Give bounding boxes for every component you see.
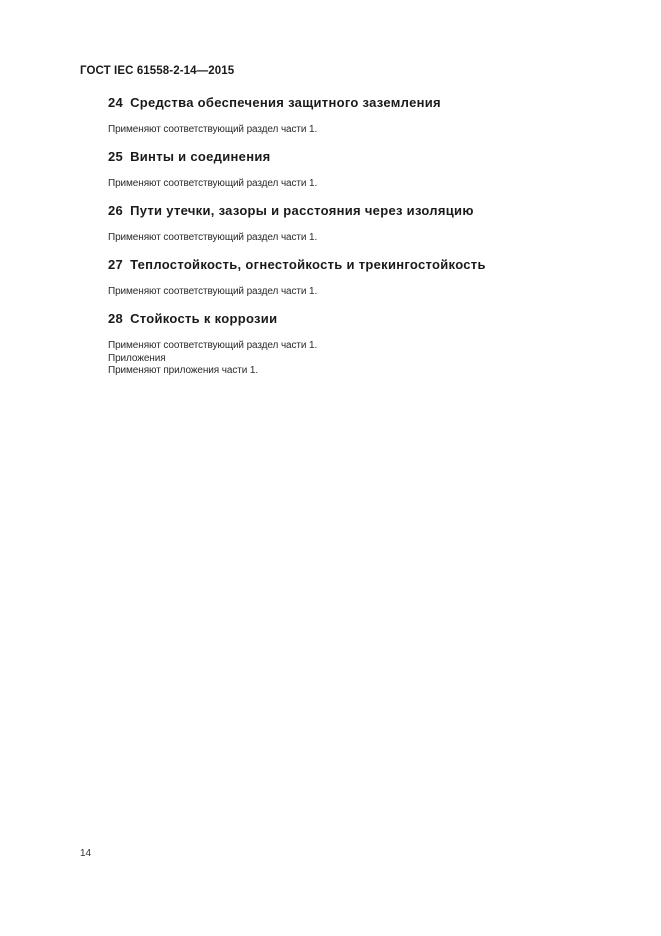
- section-24: [108, 95, 441, 137]
- section-number: 25: [108, 149, 124, 164]
- section-heading: [108, 95, 441, 110]
- section-title: Стойкость к коррозии: [130, 311, 278, 326]
- section-26: [108, 203, 474, 245]
- section-heading: [108, 311, 317, 326]
- section-text: Применяют соответствующий раздел части 1.: [108, 124, 318, 135]
- section-28: [108, 311, 317, 378]
- section-heading: [108, 257, 486, 272]
- section-title: Пути утечки, зазоры и расстояния через изоляцию: [130, 203, 474, 218]
- document-header: ГОСТ IEC 61558-2-14—2015: [80, 65, 235, 77]
- section-27: [108, 257, 486, 299]
- section-text: Применяют соответствующий раздел части 1.: [108, 286, 318, 297]
- section-heading: [108, 149, 317, 164]
- section-text: Применяют соответствующий раздел части 1.: [108, 178, 318, 189]
- annex-text: Применяют приложения части 1.: [108, 365, 259, 376]
- section-text: Применяют соответствующий раздел части 1.: [108, 340, 318, 351]
- section-number: 28: [108, 311, 124, 326]
- section-heading: [108, 203, 474, 218]
- annex-heading: Приложения: [108, 352, 166, 364]
- section-title: Винты и соединения: [130, 149, 271, 164]
- section-number: 24: [108, 95, 124, 110]
- section-number: 26: [108, 203, 124, 218]
- section-title: Средства обеспечения защитного заземления: [130, 95, 441, 110]
- section-25: [108, 149, 317, 191]
- section-number: 27: [108, 257, 124, 272]
- section-text: Применяют соответствующий раздел части 1.: [108, 232, 318, 243]
- section-title: Теплостойкость, огнестойкость и трекингостойкость: [130, 257, 486, 272]
- page-number: 14: [80, 848, 92, 859]
